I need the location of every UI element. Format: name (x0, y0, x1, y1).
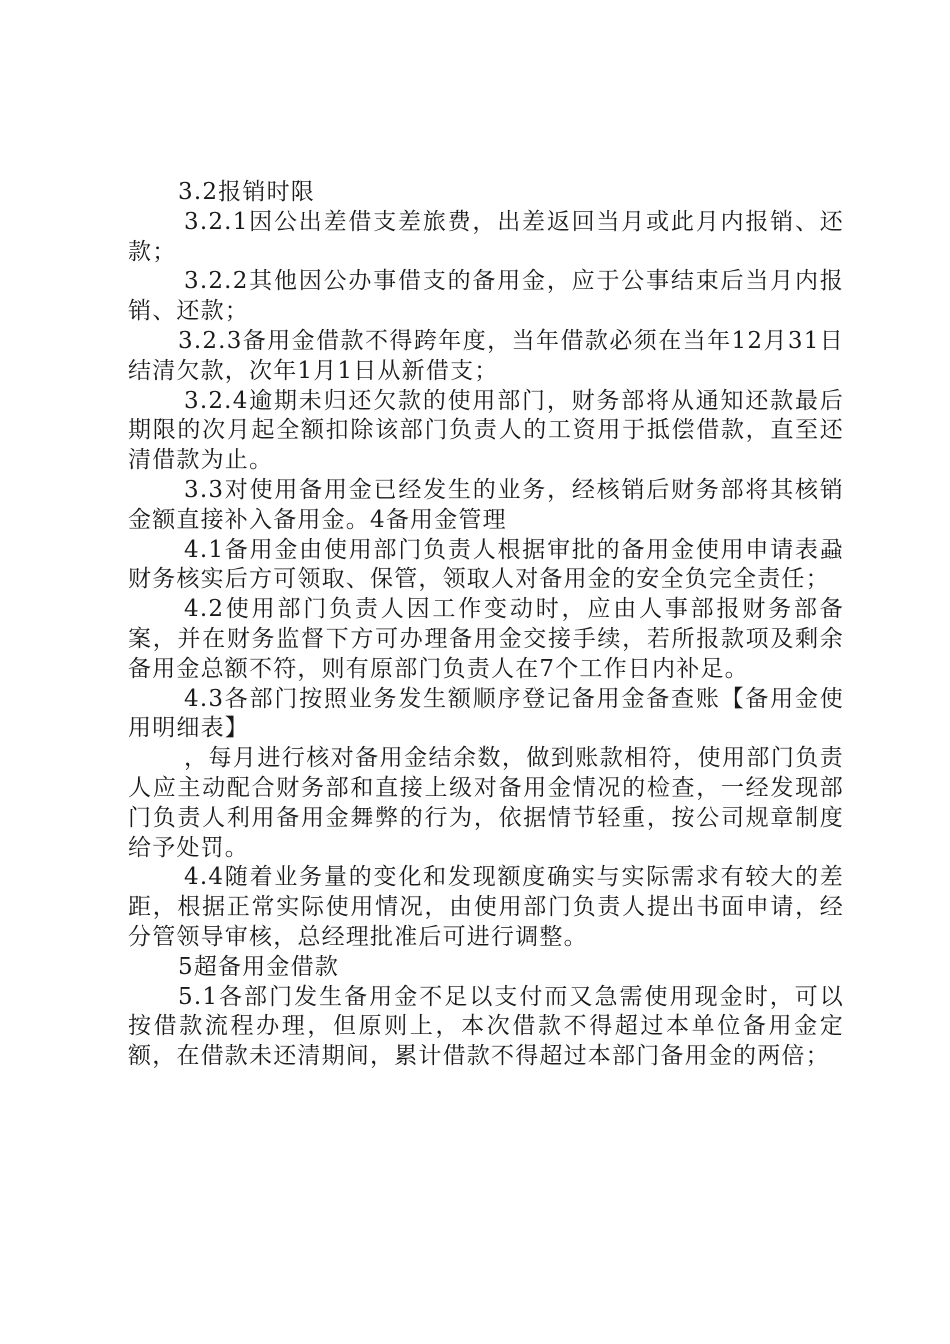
paragraph-3-2-4: 3.2.4逾期未归还欠款的使用部门，财务部将从通知还款最后期限的次月起全额扣除该部门负责人的工资用于抵偿借款，直至还清借款为止。 (128, 387, 844, 474)
paragraph-3-2-2: 3.2.2其他因公办事借支的备用金，应于公事结束后当月内报销、还款； (128, 268, 844, 325)
section-heading-3-2: 3.2报销时限 (178, 179, 315, 205)
paragraph-4-1: 4.1备用金由使用部门负责人根据审批的备用金使用申请表蝨财务核实后方可领取、保管，领取人对备用金的安全负完全责任； (128, 536, 844, 593)
paragraph-4-3: 4.3各部门按照业务发生额顺序登记备用金备查账【备用金使用明细表】 (128, 685, 844, 742)
paragraph-3-3: 3.3对使用备用金已经发生的业务，经核销后财务部将其核销金额直接补入备用金。4备用金管理 (128, 476, 844, 533)
paragraph-4-4: 4.4随着业务量的变化和发现额度确实与实际需求有较大的差距，根据正常实际使用情况，由使用部门负责人提出书面申请，经分管领导审核，总经理批准后可进行调整。 (128, 864, 844, 950)
paragraph-4-2: 4.2使用部门负责人因工作变动时，应由人事部报财务部备案，并在财务监督下方可办理备用金交接手续，若所报款项及剩余备用金总额不符，则有原部门负责人在7个工作日内补足。 (128, 596, 844, 682)
section-heading-5: 5超备用金借款 (178, 953, 340, 980)
paragraph-5-1: 5.1各部门发生备用金不足以支付而又急需使用现金时，可以按借款流程办理，但原则上，本次借款不得超过本单位备用金定额，在借款未还清期间，累计借款不得超过本部门备用金的两倍； (128, 983, 844, 1070)
paragraph-4-3-continued: ，每月进行核对备用金结余数，做到账款相符，使用部门负责人应主动配合财务部和直接上级对备用金情况的检查，一经发现部门负责人利用备用金舞弊的行为，依据情节轻重，按公司规章制度给予处罚。 (128, 745, 844, 861)
document-body (128, 178, 844, 1072)
paragraph-3-2-3: 3.2.3备用金借款不得跨年度，当年借款必须在当年12月31日结清欠款，次年1月1日从新借支； (128, 327, 844, 384)
paragraph-3-2-1: 3.2.1因公出差借支差旅费，出差返回当月或此月内报销、还款； (128, 208, 844, 265)
